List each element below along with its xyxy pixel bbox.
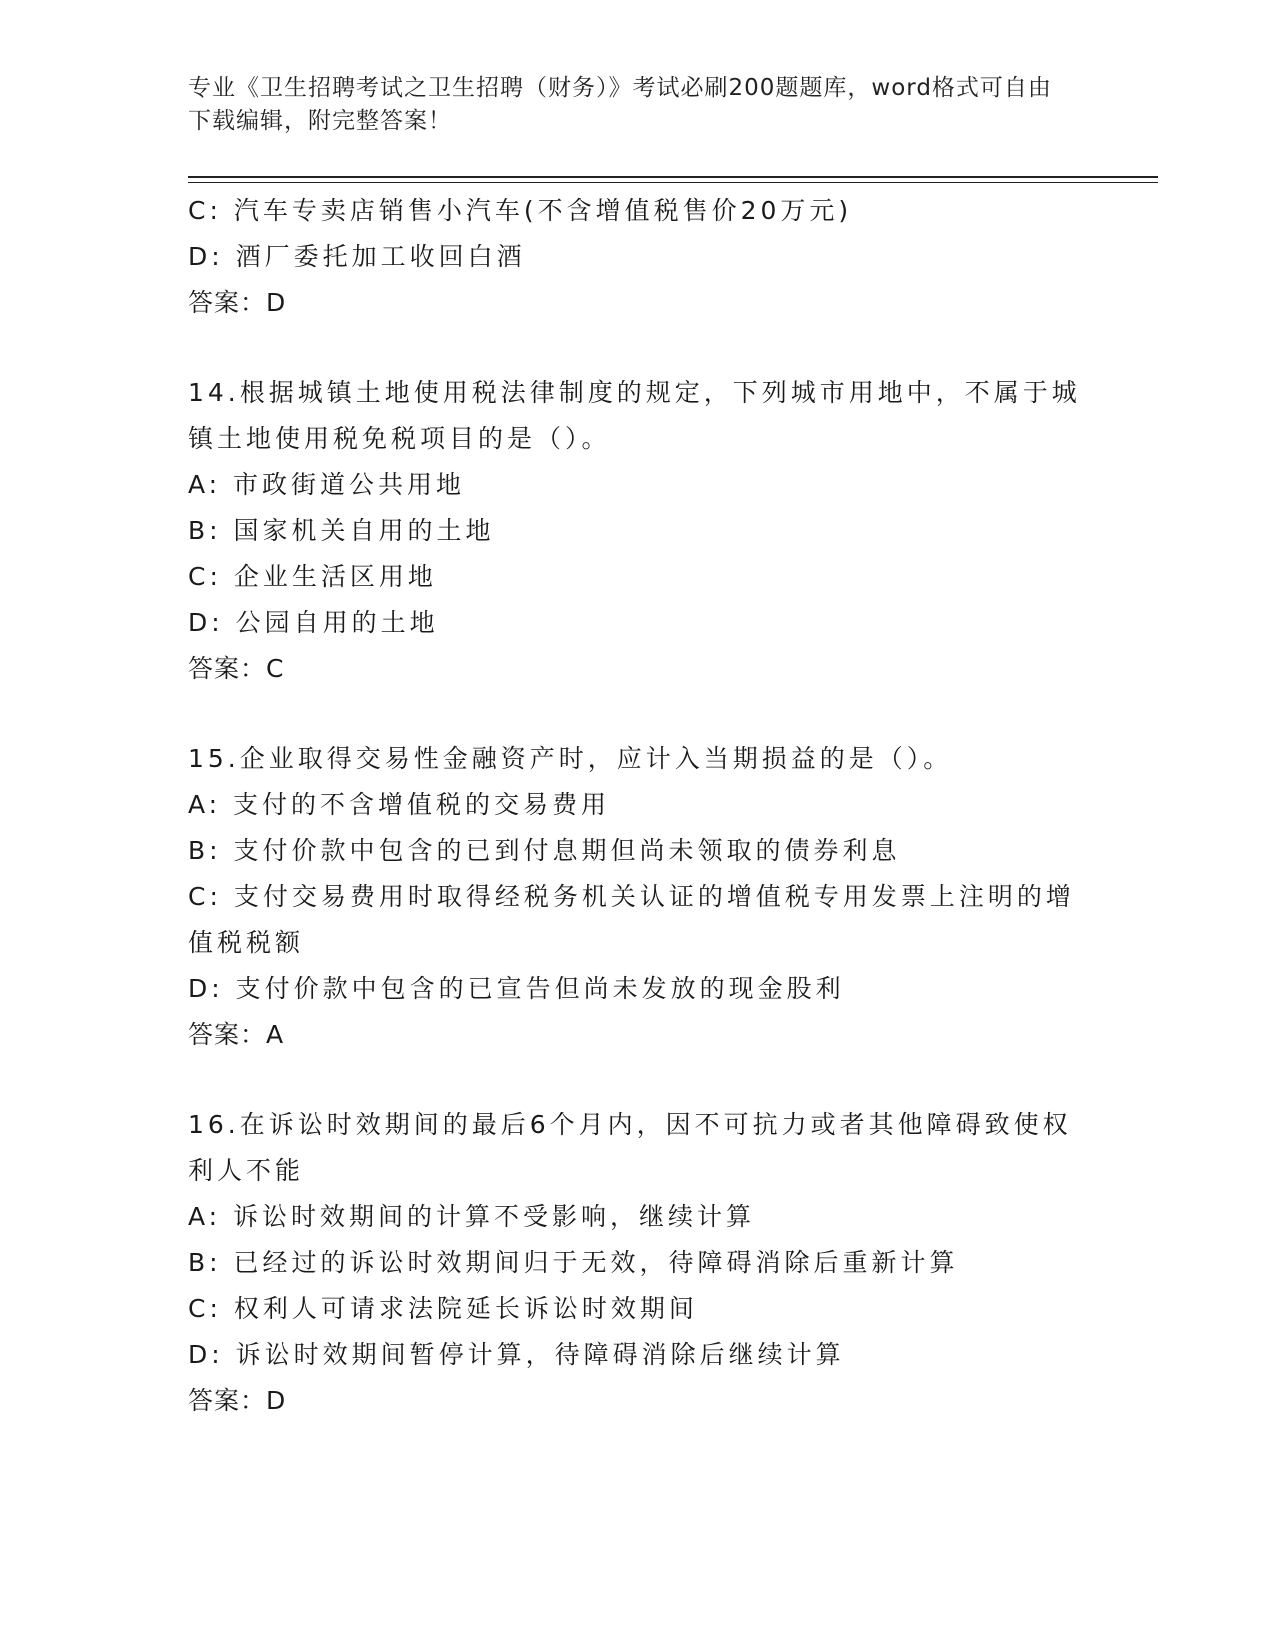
option-d: D: 诉讼时效期间暂停计算，待障碍消除后继续计算 [188, 1340, 845, 1369]
question-stem: 16.在诉讼时效期间的最后6个月内，因不可抗力或者其他障碍致使权利人不能 [188, 1110, 1072, 1185]
header-divider-thick [188, 176, 1158, 178]
option-b: B: 国家机关自用的土地 [188, 516, 495, 545]
spacer [188, 326, 1088, 370]
option-d: D: 支付价款中包含的已宣告但尚未发放的现金股利 [188, 974, 845, 1003]
answer-line: 答案：C [188, 654, 285, 683]
option-d: D: 酒厂委托加工收回白酒 [188, 242, 526, 271]
question-16 [188, 1102, 1088, 1424]
answer-line: 答案：D [188, 1386, 287, 1415]
option-b: B: 支付价款中包含的已到付息期但尚未领取的债券利息 [188, 836, 901, 865]
option-a: A: 诉讼时效期间的计算不受影响，继续计算 [188, 1202, 756, 1231]
document-header [188, 72, 1068, 138]
spacer [188, 692, 1088, 736]
header-divider-thin [188, 182, 1158, 183]
option-d: D: 公园自用的土地 [188, 608, 439, 637]
question-stem: 14.根据城镇土地使用税法律制度的规定，下列城市用地中，不属于城镇土地使用税免税项目的是（）。 [188, 378, 1081, 453]
answer-line: 答案：D [188, 288, 287, 317]
option-a: A: 市政街道公共用地 [188, 470, 466, 499]
option-b: B: 已经过的诉讼时效期间归于无效，待障碍消除后重新计算 [188, 1248, 959, 1277]
option-c: C: 权利人可请求法院延长诉讼时效期间 [188, 1294, 698, 1323]
question-14 [188, 370, 1088, 692]
spacer [188, 1058, 1088, 1102]
question-15 [188, 736, 1088, 1058]
question-stem: 15.企业取得交易性金融资产时，应计入当期损益的是（）。 [188, 744, 953, 773]
header-title: 专业《卫生招聘考试之卫生招聘（财务）》考试必刷200题题库，word格式可自由下载编辑，附完整答案！ [188, 75, 1052, 134]
option-c: C: 支付交易费用时取得经税务机关认证的增值税专用发票上注明的增值税税额 [188, 882, 1075, 957]
document-body [188, 188, 1088, 1424]
option-a: A: 支付的不含增值税的交易费用 [188, 790, 611, 819]
option-c: C: 企业生活区用地 [188, 562, 437, 591]
option-c: C: 汽车专卖店销售小汽车(不含增值税售价20万元) [188, 196, 853, 225]
carryover-question [188, 188, 1088, 326]
answer-line: 答案：A [188, 1020, 285, 1049]
